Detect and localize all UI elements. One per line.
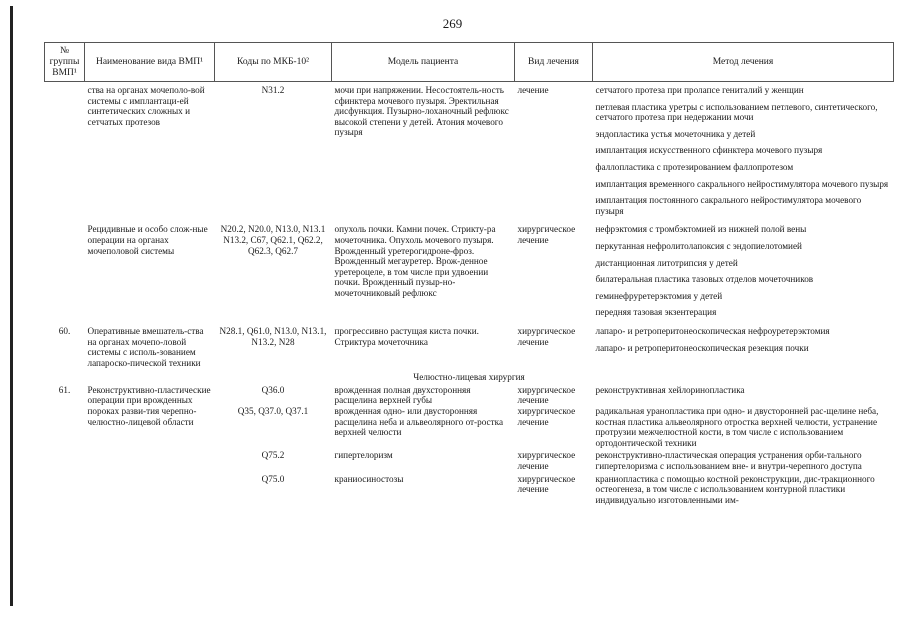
method-item: реконструктивная хейлоринопластика	[595, 384, 745, 395]
row-codes: Q35, Q37.0, Q37.1	[237, 406, 309, 417]
row-number	[45, 224, 85, 320]
method-item: радикальная уранопластика при одно- и двусторонней рас-щелине неба, костная пластика альвеолярного отростка верхней челюсти, устранение протрузии межчелюстной кости, в том числе с использованием ортодонтической техники	[595, 406, 879, 448]
row-model: гипертелоризм	[334, 450, 393, 461]
method-item: сетчатого протеза при пролапсе гениталий у женщин	[595, 85, 804, 95]
method-item: реконструктивно-пластическая операция устранения орби-тального гипертелоризма с использованием вне- и внутри-черепного доступа	[595, 450, 862, 472]
row-codes: Q75.2	[261, 450, 285, 461]
table-row	[45, 224, 894, 320]
method-item: передняя тазовая экзентерация	[595, 307, 717, 318]
header-name: Наименование вида ВМП¹	[85, 43, 215, 82]
row-methods	[593, 385, 894, 406]
header-codes: Коды по МКБ-10²	[215, 43, 332, 82]
row-methods	[593, 326, 894, 368]
header-treatment-type: Вид лечения	[515, 43, 593, 82]
row-number	[45, 474, 85, 508]
method-item: билатеральная пластика тазовых отделов мочеточников	[595, 274, 814, 285]
table-row	[45, 385, 894, 406]
table-row	[45, 326, 894, 368]
method-item: эндопластика устья мочеточника у детей	[595, 128, 756, 139]
row-number	[45, 82, 85, 219]
row-treatment-type: лечение	[517, 85, 549, 95]
row-codes: N28.1, Q61.0, N13.0, N13.1, N13.2, N28	[219, 325, 327, 347]
row-treatment-type: хирургическое лечение	[517, 384, 576, 406]
method-item: дистанционная литотрипсия у детей	[595, 257, 738, 268]
row-treatment-type: хирургическое лечение	[517, 325, 576, 347]
method-item: имплантация временного сакрального нейростимулятора мочевого пузыря	[595, 178, 889, 189]
method-item: фаллопластика с протезированием фаллопротезом	[595, 161, 794, 172]
row-treatment-type: хирургическое лечение	[517, 406, 576, 427]
row-methods	[593, 474, 894, 508]
row-codes: N31.2	[261, 85, 285, 95]
row-methods	[593, 450, 894, 473]
section-title: Челюстно-лицевая хирургия	[413, 372, 525, 383]
row-number: 60.	[58, 325, 71, 336]
row-codes: N20.2, N20.0, N13.0, N13.1 N13.2, C67, Q62.1, Q62.2, Q62.3, Q62.7	[220, 224, 326, 256]
row-name: Реконструктивно-пластические операции при врожденных пороках разви-тия черепно-челюстно-лицевой области	[87, 384, 211, 427]
row-model: опухоль почки. Камни почек. Стрикту-ра мочеточника. Опухоль мочевого пузыря. Врожденный уретерогидроне-фроз. Врожденный мегауретер. Врож-денное уретероцеле, в том числе при удвоении почки. Врожденный пузыр-но-мочеточниковый рефлюкс	[334, 224, 496, 298]
row-methods	[593, 406, 894, 450]
row-model: врожденная одно- или двусторонняя расщелина неба и альвеолярного от-ростка верхней челюсти	[334, 406, 504, 438]
method-item: имплантация искусственного сфинктера мочевого пузыря	[595, 145, 823, 156]
row-model: краниосиностозы	[334, 473, 404, 484]
row-treatment-type: хирургическое лечение	[517, 224, 576, 245]
row-name: Оперативные вмешатель-ства на органах мочепо-ловой системы с исполь-зованием лапароско-пической техники	[87, 325, 204, 368]
row-codes: Q75.0	[261, 473, 285, 484]
method-item: геминефруретерэктомия у детей	[595, 290, 723, 301]
vmp-table	[44, 42, 894, 507]
row-model: врожденная полная двухсторонняя расщелина верхней губы	[334, 384, 471, 406]
header-model: Модель пациента	[332, 43, 515, 82]
row-methods	[593, 224, 894, 320]
row-methods	[593, 82, 894, 219]
row-number	[45, 406, 85, 450]
method-item: нефрэктомия с тромбэктомией из нижней полой вены	[595, 224, 807, 235]
method-item: имплантация постоянного сакрального нейростимулятора мочевого пузыря	[595, 195, 862, 216]
row-treatment-type: хирургическое лечение	[517, 450, 576, 472]
method-item: петлевая пластика уретры с использованием петлевого, синтетического, сетчатого протеза при недержании мочи	[595, 101, 878, 123]
header-method: Метод лечения	[593, 43, 894, 82]
row-codes: Q36.0	[261, 384, 285, 395]
method-item: лапаро- и ретроперитонеоскопическая резекция почки	[595, 342, 809, 353]
row-number	[45, 450, 85, 473]
row-model: мочи при напряжении. Несостоятель-ность сфинктера мочевого пузыря. Эректильная дисфункция. Пузырно-лоханочный рефлюкс высокой степени у детей. Атония мочевого пузыря	[334, 85, 509, 138]
row-model: прогрессивно растущая киста почки. Стриктура мочеточника	[334, 325, 479, 347]
method-item: перкутанная нефролитолапоксия с эндопиелотомией	[595, 240, 802, 251]
row-name: ства на органах мочеполо-вой системы с имплантаци-ей синтетических сложных и сетчатых протезов	[87, 85, 205, 127]
row-name: Рецидивные и особо слож-ные операции на органах мочеполовой системы	[87, 224, 208, 256]
method-item: краниопластика с помощью костной реконструкции, дис-тракционного остеогенеза, в том числе с использованием контурной пластики индивидуально изготовленными им-	[595, 473, 875, 505]
table-header	[45, 43, 894, 82]
row-number: 61.	[58, 384, 71, 395]
section-row	[45, 368, 894, 385]
page-number: 269	[442, 16, 463, 31]
method-item: лапаро- и ретроперитонеоскопическая нефроуретерэктомия	[595, 325, 830, 336]
table-row	[45, 82, 894, 219]
row-treatment-type: хирургическое лечение	[517, 473, 576, 495]
page-binding-edge	[10, 6, 13, 606]
header-group: № группы ВМП¹	[45, 43, 85, 82]
